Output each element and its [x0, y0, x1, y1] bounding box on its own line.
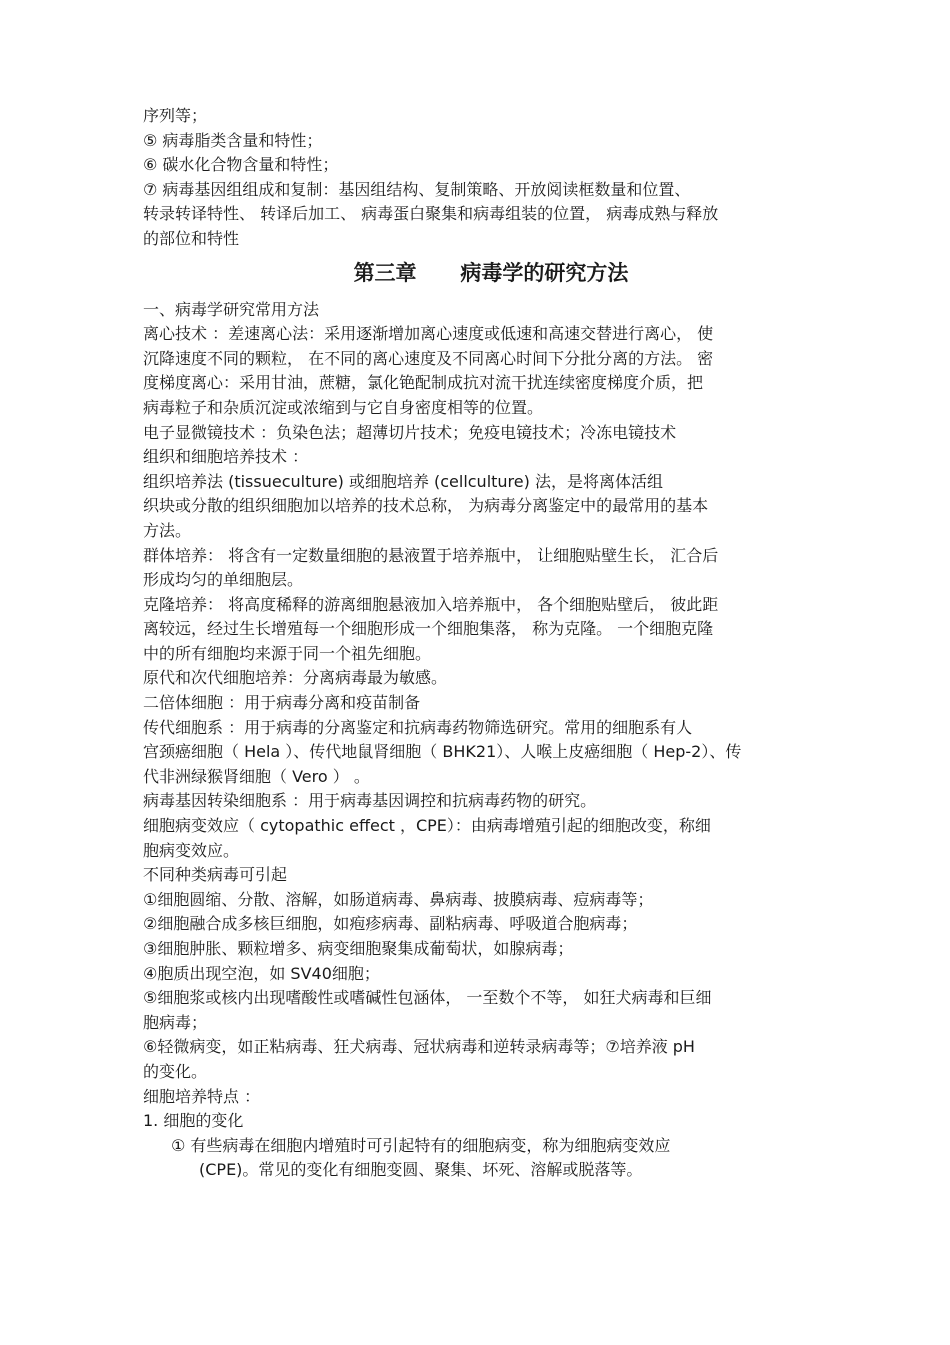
text-line: 序列等； — [143, 106, 208, 125]
text-line: 电子显微镜技术 ：负染色法；超薄切片技术；免疫电镜技术；冷冻电镜技术 — [143, 422, 677, 442]
text-line: 细胞培养特点 ： — [143, 1086, 261, 1106]
text-line: 胞病变效应。 — [143, 840, 240, 860]
text-line: ⑥轻微病变，如正粘病毒、狂犬病毒、冠状病毒和逆转录病毒等；⑦培养液 pH — [143, 1037, 695, 1057]
text-line: 转录转译特性、 转译后加工、 病毒蛋白聚集和病毒组装的位置， 病毒成熟与释放 — [143, 204, 719, 224]
text-line: 织块或分散的组织细胞加以培养的技术总称， 为病毒分离鉴定中的最常用的基本 — [143, 496, 709, 516]
text-line: 的变化。 — [143, 1061, 208, 1081]
text-line: 组织培养法 (tissueculture) 或细胞培养 (cellculture) 法，是将离体活组 — [143, 471, 663, 491]
chapter-title: 第三章 病毒学的研究方法 — [353, 260, 629, 285]
text-line: ④胞质出现空泡，如 SV40细胞； — [143, 963, 380, 983]
text-line: 二倍体细胞 ：用于病毒分离和疫苗制备 — [143, 693, 421, 713]
list-item-continuation: (CPE)。常见的变化有细胞变圆、聚集、坏死、溶解或脱落等。 — [199, 1160, 643, 1180]
text-line: 度梯度离心：采用甘油，蔗糖，氯化铯配制成抗对流干扰连续密度梯度介质，把 — [143, 373, 704, 393]
text-line: 原代和次代细胞培养：分离病毒最为敏感。 — [143, 668, 448, 688]
text-line: ②细胞融合成多核巨细胞，如疱疹病毒、副粘病毒、呼吸道合胞病毒； — [143, 914, 638, 934]
text-line: 组织和细胞培养技术 ： — [143, 447, 309, 467]
text-line: 宫颈癌细胞（ Hela ）、传代地鼠肾细胞（ BHK21）、人喉上皮癌细胞（ Hep-2）、传 — [143, 742, 742, 762]
text-line: 沉降速度不同的颗粒， 在不同的离心速度及不同离心时间下分批分离的方法。 密 — [143, 348, 714, 368]
text-line: 的部位和特性 — [143, 228, 240, 248]
document-page — [143, 104, 815, 1183]
text-line: 形成均匀的单细胞层。 — [143, 570, 304, 590]
text-line: 克隆培养： 将高度稀释的游离细胞悬液加入培养瓶中， 各个细胞贴壁后， 彼此距 — [143, 594, 719, 614]
text-line: 1. 细胞的变化 — [143, 1111, 244, 1131]
text-line: 中的所有细胞均来源于同一个祖先细胞。 — [143, 643, 432, 663]
text-line: 胞病毒； — [143, 1012, 208, 1032]
text-line: 方法。 — [143, 520, 192, 540]
text-line: ①细胞圆缩、分散、溶解，如肠道病毒、鼻病毒、披膜病毒、痘病毒等； — [143, 889, 654, 909]
text-line: 病毒粒子和杂质沉淀或浓缩到与它自身密度相等的位置。 — [143, 397, 544, 417]
text-line: ⑥ 碳水化合物含量和特性； — [143, 155, 339, 175]
text-line: 病毒基因转染细胞系 ：用于病毒基因调控和抗病毒药物的研究。 — [143, 791, 597, 811]
text-line: ③细胞肿胀、颗粒增多、病变细胞聚集成葡萄状，如腺病毒； — [143, 939, 574, 958]
text-line: 细胞病变效应（ cytopathic effect ，CPE）：由病毒增殖引起的细胞改变，称细 — [143, 816, 711, 836]
section-heading: 一、病毒学研究常用方法 — [143, 299, 320, 319]
text-line: 离心技术 ：差速离心法：采用逐渐增加离心速度或低速和高速交替进行离心， 使 — [143, 324, 714, 344]
text-line: ⑤ 病毒脂类含量和特性； — [143, 130, 323, 150]
list-item: ① 有些病毒在细胞内增殖时可引起特有的细胞病变，称为细胞病变效应 — [171, 1135, 671, 1155]
text-line: 不同种类病毒可引起 — [143, 865, 288, 885]
text-line: 代非洲绿猴肾细胞（ Vero ） 。 — [143, 766, 370, 786]
text-line: ⑤细胞浆或核内出现嗜酸性或嗜碱性包涵体， 一至数个不等， 如狂犬病毒和巨细 — [143, 988, 712, 1008]
text-line: 传代细胞系 ：用于病毒的分离鉴定和抗病毒药物筛选研究。常用的细胞系有人 — [143, 717, 693, 737]
text-line: 群体培养： 将含有一定数量细胞的悬液置于培养瓶中， 让细胞贴壁生长， 汇合后 — [143, 545, 719, 565]
text-line: ⑦ 病毒基因组组成和复制：基因组结构、复制策略、开放阅读框数量和位置、 — [143, 179, 691, 199]
text-line: 离较远，经过生长增殖每一个细胞形成一个细胞集落， 称为克隆。 一个细胞克隆 — [143, 619, 714, 639]
